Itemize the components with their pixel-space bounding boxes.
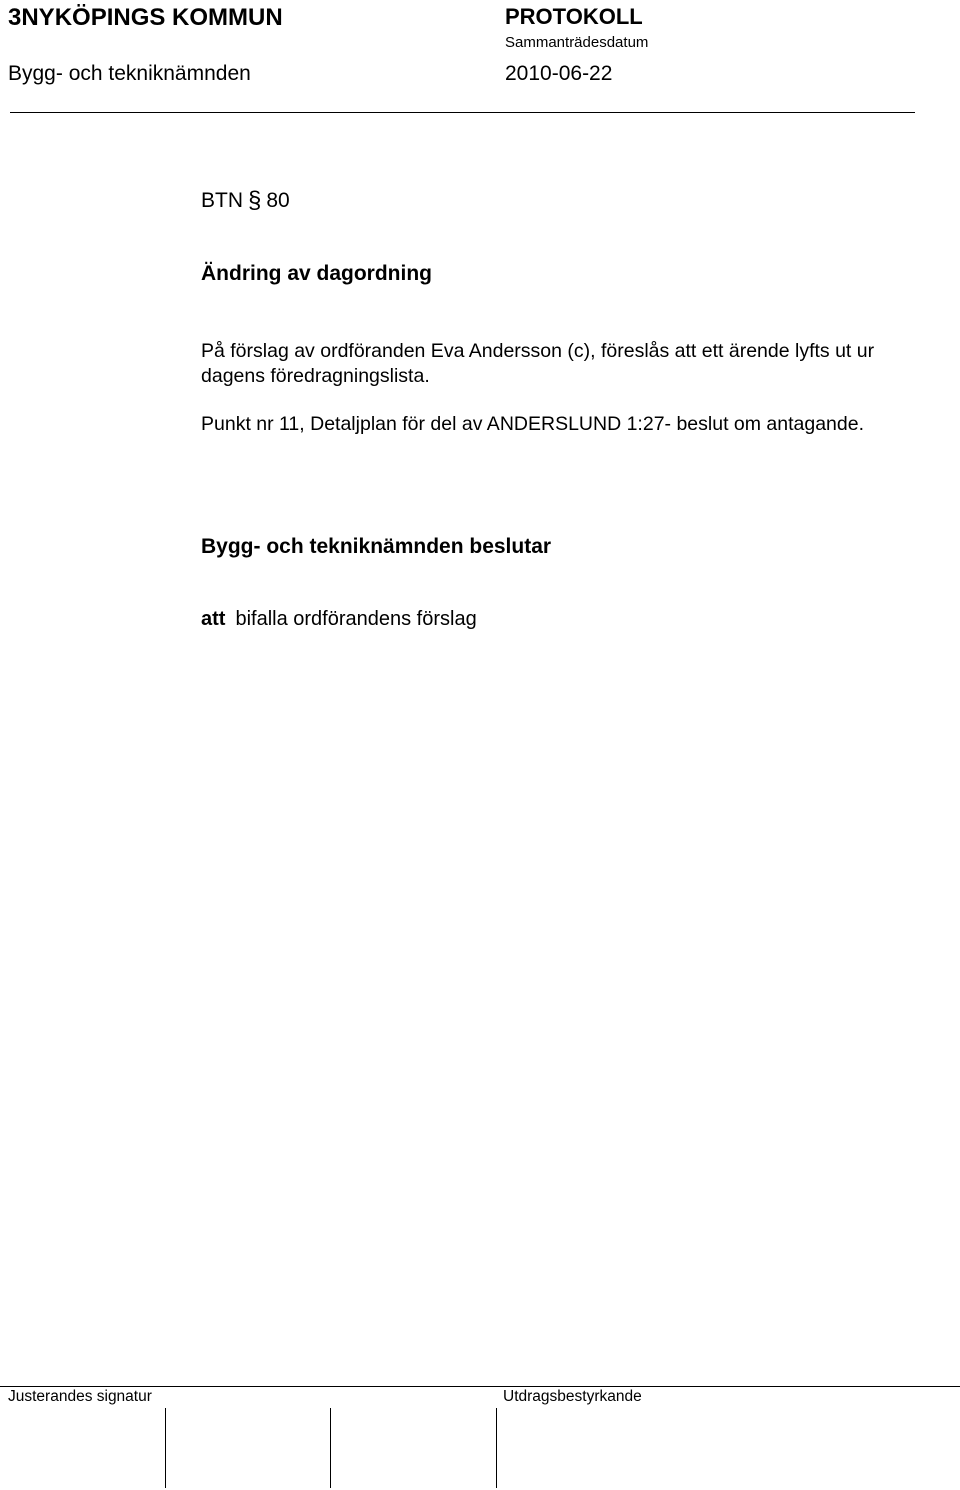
header-divider [10, 112, 915, 113]
signature-box-divider [165, 1408, 166, 1488]
signature-label: Justerandes signatur [8, 1388, 152, 1405]
body-paragraph: Punkt nr 11, Detaljplan för del av ANDERSLUND 1:27- beslut om antagande. [201, 413, 864, 435]
decision-line [201, 608, 477, 631]
committee-name: Bygg- och tekniknämnden [8, 62, 251, 85]
signature-box-divider [496, 1408, 497, 1488]
section-number: 80 [266, 189, 290, 212]
decision-heading: Bygg- och tekniknämnden beslutar [201, 535, 552, 558]
extract-certification-label: Utdragsbestyrkande [503, 1388, 642, 1405]
body-paragraph: På förslag av ordföranden Eva Andersson (c), föreslås att ett ärende lyfts ut ur dagens föredragningslista. [201, 340, 875, 387]
footer-divider [0, 1386, 960, 1387]
decision-text: bifalla ordförandens förslag [235, 608, 477, 630]
section-reference [201, 186, 290, 214]
meeting-date-value: 2010-06-22 [505, 62, 613, 85]
decision-keyword: att [201, 608, 226, 630]
meeting-date-label: Sammanträdesdatum [505, 34, 649, 51]
organization-name: 3NYKÖPINGS KOMMUN [8, 4, 283, 31]
document-type: PROTOKOLL [505, 4, 643, 29]
section-prefix: BTN [201, 189, 243, 212]
paragraph-symbol: § [248, 187, 262, 214]
item-title: Ändring av dagordning [201, 262, 432, 285]
signature-box-divider [330, 1408, 331, 1488]
